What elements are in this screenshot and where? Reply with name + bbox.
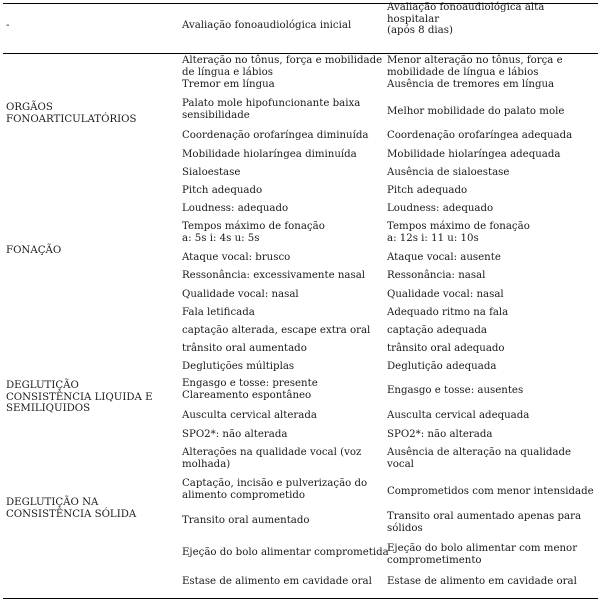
row-alta: Qualidade vocal: nasal: [387, 289, 504, 300]
row-alta: Estase de alimento em cavidade oral: [387, 576, 577, 587]
row-alta: Ausculta cervical adequada: [387, 410, 530, 421]
category-degluticao-solida: DEGLUTIÇÃO NA CONSISTÊNCIA SÓLIDA: [6, 497, 137, 520]
row-alta: Ausência de alteração na qualidade: [387, 447, 572, 458]
row-inicial: Fala letificada: [182, 307, 255, 318]
row-alta: Transito oral aumentado apenas para: [387, 511, 582, 522]
row-alta: Ausência de sialoestase: [387, 167, 510, 178]
row-alta: Tempos máximo de fonação: [387, 221, 530, 232]
row-inicial: Ejeção do bolo alimentar comprometida: [182, 547, 389, 558]
row-inicial: Loudness: adequado: [182, 203, 289, 214]
header-col1: -: [6, 20, 10, 31]
row-inicial: Ataque vocal: brusco: [182, 252, 291, 263]
row-alta: captação adequada: [387, 325, 487, 336]
row-alta: mobilidade de língua e lábios: [387, 67, 539, 78]
row-inicial: Engasgo e tosse: presente: [182, 378, 318, 389]
row-inicial: de língua e lábios: [182, 67, 274, 78]
row-alta: Ausência de tremores em língua: [387, 79, 555, 90]
header-col3: Avaliação fonoaudiológica alta hospitalar (após 8 dias): [387, 2, 545, 37]
row-inicial: Transito oral aumentado: [182, 515, 310, 526]
row-inicial: Ausculta cervical alterada: [182, 410, 317, 421]
row-alta: Engasgo e tosse: ausentes: [387, 385, 524, 396]
row-inicial: captação alterada, escape extra oral: [182, 325, 371, 336]
row-inicial: Qualidade vocal: nasal: [182, 289, 299, 300]
row-alta: Adequado ritmo na fala: [387, 307, 509, 318]
row-inicial: Palato mole hipofuncionante baixa: [182, 98, 361, 109]
category-degluticao-liquida: DEGLUTIÇÃO CONSISTÊNCIA LIQUIDA E SEMILIQUIDOS: [6, 380, 153, 415]
row-alta: vocal: [387, 459, 414, 470]
row-alta: Pitch adequado: [387, 185, 468, 196]
row-alta: Loudness: adequado: [387, 203, 494, 214]
header-bottom-rule: [3, 53, 598, 54]
row-alta: Comprometidos com menor intensidade: [387, 486, 594, 497]
row-inicial: a: 5s i: 4s u: 5s: [182, 233, 260, 244]
row-alta: trânsito oral adequado: [387, 343, 505, 354]
category-orgaos: ORGÃOS FONOARTICULATÓRIOS: [6, 102, 137, 125]
row-inicial: Ressonância: excessivamente nasal: [182, 270, 366, 281]
row-inicial: alimento comprometido: [182, 490, 306, 501]
row-alta: sólidos: [387, 523, 423, 534]
row-alta: Mobilidade hiolaríngea adequada: [387, 149, 561, 160]
row-alta: SPO2*: não alterada: [387, 429, 493, 440]
header-col2: Avaliação fonoaudiológica inicial: [182, 20, 352, 31]
row-inicial: Sialoestase: [182, 167, 241, 178]
table-bottom-rule: [3, 598, 598, 599]
row-inicial: Pitch adequado: [182, 185, 263, 196]
row-inicial: Alteração no tônus, força e mobilidade: [182, 55, 383, 66]
row-inicial: Captação, incisão e pulverização do: [182, 478, 368, 489]
row-alta: Menor alteração no tônus, força e: [387, 55, 563, 66]
row-inicial: Coordenação orofaríngea diminuída: [182, 130, 369, 141]
row-inicial: Mobilidade hiolaríngea diminuída: [182, 149, 357, 160]
row-alta: Coordenação orofaríngea adequada: [387, 130, 573, 141]
row-inicial: Tremor em língua: [182, 79, 275, 90]
row-alta: Ejeção do bolo alimentar com menor: [387, 543, 578, 554]
row-alta: comprometimento: [387, 555, 482, 566]
row-inicial: trânsito oral aumentado: [182, 343, 307, 354]
row-inicial: sensibilidade: [182, 110, 250, 121]
row-inicial: Estase de alimento em cavidade oral: [182, 576, 372, 587]
row-inicial: Tempos máximo de fonação: [182, 221, 325, 232]
row-alta: a: 12s i: 11 u: 10s: [387, 233, 479, 244]
row-inicial: Alterações na qualidade vocal (voz: [182, 447, 362, 458]
row-alta: Ressonância: nasal: [387, 270, 486, 281]
row-inicial: molhada): [182, 459, 231, 470]
row-inicial: Clareamento espontâneo: [182, 390, 312, 401]
row-inicial: SPO2*: não alterada: [182, 429, 288, 440]
row-alta: Melhor mobilidade do palato mole: [387, 106, 565, 117]
row-alta: Ataque vocal: ausente: [387, 252, 501, 263]
category-fonacao: FONAÇÃO: [6, 245, 62, 256]
row-inicial: Deglutições múltiplas: [182, 361, 295, 372]
row-alta: Deglutição adequada: [387, 361, 497, 372]
